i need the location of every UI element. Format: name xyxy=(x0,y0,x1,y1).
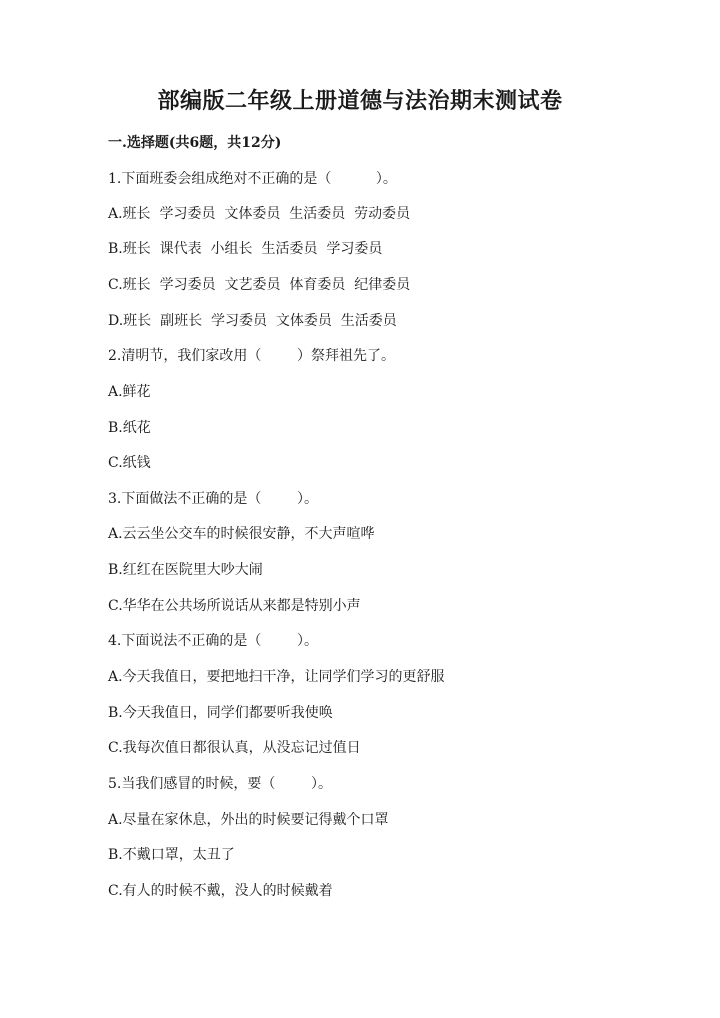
option-5c: C.有人的时候不戴，没人的时候戴着 xyxy=(108,883,333,899)
section-heading: 一.选择题(共6题，共12分) xyxy=(108,135,282,151)
option-4a: A.今天我值日，要把地扫干净，让同学们学习的更舒服 xyxy=(108,669,445,685)
question-1: 1.下面班委会组成绝对不正确的是（ ）。 xyxy=(108,171,397,187)
question-5: 5.当我们感冒的时候，要（ ）。 xyxy=(108,776,332,792)
question-4: 4.下面说法不正确的是（ ）。 xyxy=(108,633,318,649)
question-2: 2.清明节，我们家改用（ ）祭拜祖先了。 xyxy=(108,348,395,364)
option-2a: A.鲜花 xyxy=(108,384,151,400)
option-1c: C.班长 学习委员 文艺委员 体育委员 纪律委员 xyxy=(108,277,411,293)
option-4c: C.我每次值日都很认真，从没忘记过值日 xyxy=(108,740,361,756)
option-5b: B.不戴口罩，太丑了 xyxy=(108,847,235,863)
option-3b: B.红红在医院里大吵大闹 xyxy=(108,562,263,578)
option-3a: A.云云坐公交车的时候很安静，不大声喧哗 xyxy=(108,526,375,542)
option-1a: A.班长 学习委员 文体委员 生活委员 劳动委员 xyxy=(108,206,411,222)
option-5a: A.尽量在家休息，外出的时候要记得戴个口罩 xyxy=(108,812,389,828)
option-3c: C.华华在公共场所说话从来都是特别小声 xyxy=(108,598,361,614)
question-3: 3.下面做法不正确的是（ ）。 xyxy=(108,491,318,507)
option-1d: D.班长 副班长 学习委员 文体委员 生活委员 xyxy=(108,313,397,329)
option-2b: B.纸花 xyxy=(108,420,151,436)
option-2c: C.纸钱 xyxy=(108,455,151,471)
option-1b: B.班长 课代表 小组长 生活委员 学习委员 xyxy=(108,241,383,257)
option-4b: B.今天我值日，同学们都要听我使唤 xyxy=(108,705,333,721)
page-title: 部编版二年级上册道德与法治期末测试卷 xyxy=(157,88,563,114)
